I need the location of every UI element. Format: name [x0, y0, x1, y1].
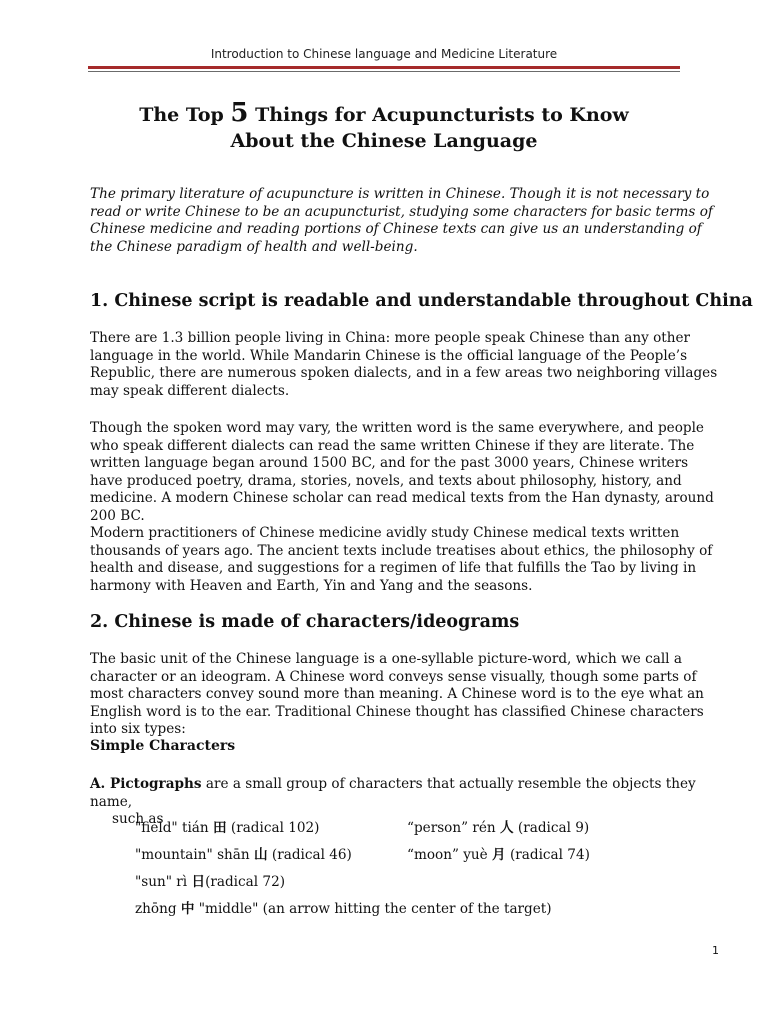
example-person: [407, 816, 589, 836]
example-sun: [135, 870, 285, 890]
example-middle-text: zhōng: [135, 901, 181, 917]
example-mountain-text: "mountain" shān: [135, 847, 254, 863]
header-rule-thin: [88, 71, 680, 72]
example-moon: [407, 843, 590, 863]
example-person-text: “person” rén: [407, 820, 500, 836]
example-mountain-radical: (radical 46): [267, 847, 352, 863]
section-1-paragraph-3: Modern practitioners of Chinese medicine avidly study Chinese medical texts written thousands of years ago. The ancient texts include treatises about ethics, the philosophy of health and disease, and suggestions for a regimen of life that fulfills the Tao by living in harmony with Heaven and Earth, Yin and Yang and the seasons.: [90, 525, 713, 594]
example-mountain: [135, 843, 352, 863]
title-line-2: About the Chinese Language: [230, 130, 538, 152]
running-header: Introduction to Chinese language and Medicine Literature: [210, 47, 558, 61]
page-number: 1: [712, 944, 719, 957]
page-title: [88, 100, 680, 154]
title-line-1: [88, 100, 680, 128]
example-middle-char: 中: [180, 901, 195, 917]
section-2-heading: 2. Chinese is made of characters/ideograms: [90, 612, 520, 632]
section-1-paragraph-2: Though the spoken word may vary, the written word is the same everywhere, and people who speak different dialects can read the same written Chinese if they are literate. The written language began around 1500 BC, and for the past 3000 years, Chinese writers have produced poetry, drama, stories, novels, and texts about philosophy, history, and medicine. A modern Chinese scholar can read medical texts from the Han dynasty, around 200 BC.: [90, 420, 714, 524]
section-2-paragraph-1: The basic unit of the Chinese language is a one-syllable picture-word, which we call a character or an ideogram. A Chinese word conveys sense visually, though some parts of most characters convey sound more than meaning. A Chinese word is to the eye what an English word is to the ear. Traditional Chinese thought has classified Chinese characters into six types:: [90, 651, 704, 737]
example-person-radical: (radical 9): [513, 820, 590, 836]
example-field-text: "field" tián: [135, 820, 213, 836]
example-sun-radical: (radical 72): [205, 874, 286, 890]
example-field-radical: (radical 102): [226, 820, 320, 836]
example-person-char: 人: [500, 820, 514, 836]
example-field-char: 田: [212, 820, 227, 836]
title-part-1: The Top: [139, 104, 231, 126]
section-1-heading: 1. Chinese script is readable and understandable throughout China: [90, 291, 753, 311]
section-1-paragraph-1: There are 1.3 billion people living in China: more people speak Chinese than any other language in the world. While Mandarin Chinese is the official language of the People’s Republic, there are numerous spoken dialects, and in a few areas two neighboring villages may speak different dialects.: [90, 330, 718, 399]
example-moon-char: 月: [492, 847, 506, 863]
example-sun-text: "sun" rì: [135, 874, 192, 890]
pictographs-text: are a small group of characters that actually resemble the objects they name,: [90, 776, 696, 810]
header-rule-thick: [88, 66, 680, 69]
example-middle-description: "middle" (an arrow hitting the center of the target): [194, 901, 552, 917]
example-mountain-char: 山: [254, 847, 268, 863]
example-sun-char: 日: [191, 874, 206, 890]
pictographs-continuation: such as: [112, 811, 164, 827]
title-part-2: Things for Acupuncturists to Know: [248, 104, 629, 126]
title-number: 5: [230, 98, 249, 128]
example-moon-radical: (radical 74): [505, 847, 590, 863]
example-field: [135, 816, 320, 836]
pictographs-label: A. Pictographs: [90, 776, 202, 792]
example-middle: [135, 897, 552, 917]
intro-paragraph: The primary literature of acupuncture is written in Chinese. Though it is not necessary to read or write Chinese to be an acupuncturist, studying some characters for basic terms of Chinese medicine and reading portions of Chinese texts can give us an understanding of the Chinese paradigm of health and well-being.: [90, 186, 713, 255]
simple-characters-subheading: Simple Characters: [90, 738, 236, 754]
example-moon-text: “moon” yuè: [407, 847, 493, 863]
